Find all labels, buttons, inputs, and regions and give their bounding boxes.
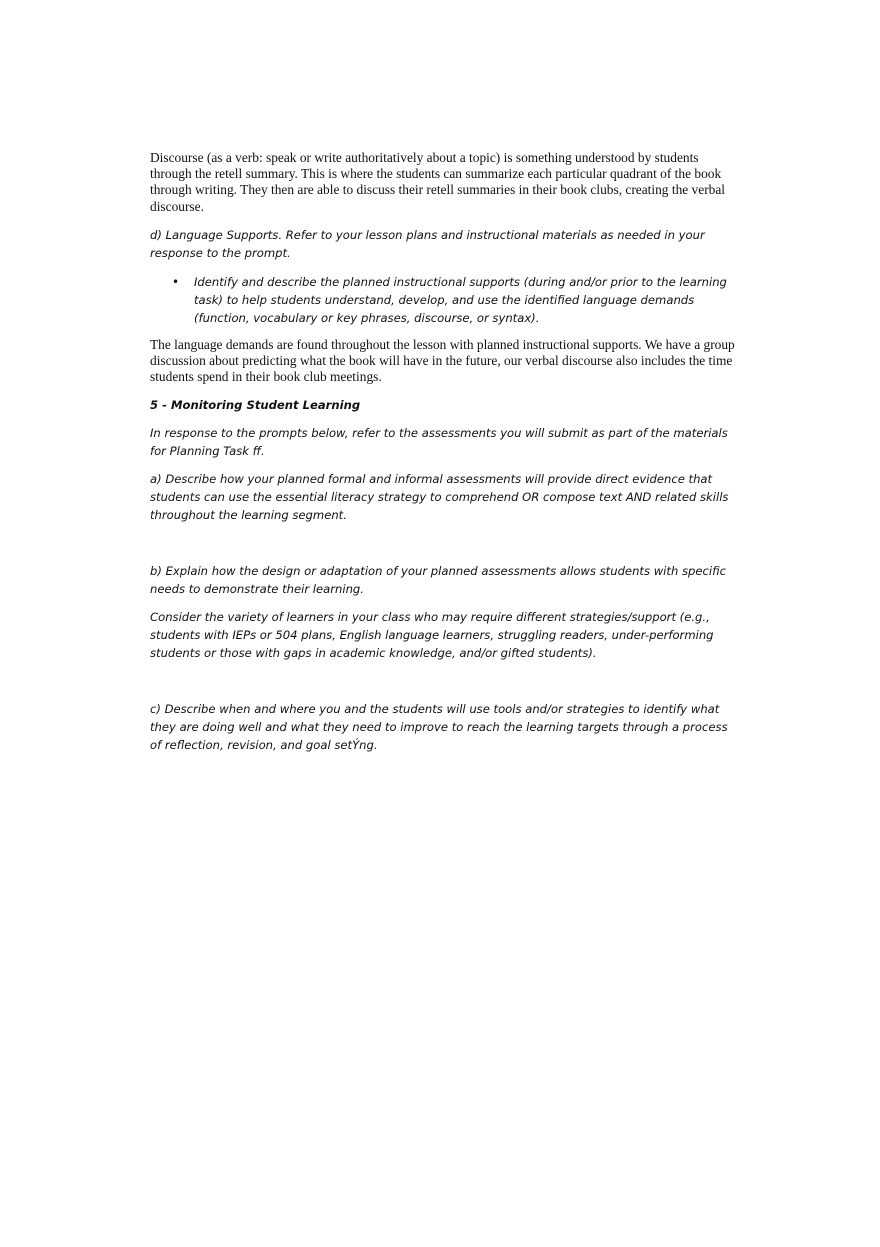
prompt-d-language-supports: d) Language Supports. Refer to your lesson plans and instructional materials as needed in your response to the prompt. [150,227,705,260]
bullet-icon: • [172,274,180,289]
paragraph-discourse: Discourse (as a verb: speak or write authoritatively about a topic) is something understood by students through the retell summary. This is where the students can summarize each particular quadrant of the book through writing. They then are able to discuss their retell summaries in their book clubs, creating the verbal discourse. [150,150,726,214]
prompt-c-tools-strategies: c) Describe when and where you and the students will use tools and/or strategies to identify what they are doing well and what they need to improve to reach the learning targets through a process of reflection, revision, and goal setÝng. [150,702,728,753]
document-body [150,150,735,754]
bullet-item [150,273,735,327]
intro-section-5: In response to the prompts below, refer to the assessments you will submit as part of the materials for Planning Task ﬀ. [150,426,728,459]
prompt-b-note-learners: Consider the variety of learners in your class who may require different strategies/support (e.g., students with IEPs or 504 plans, English language learners, struggling readers, under-performing students or those with gaps in academic knowledge, and/or gifted students). [150,610,714,661]
heading-monitoring-student-learning: 5 - Monitoring Student Learning [150,398,361,413]
prompt-a-assessments: a) Describe how your planned formal and informal assessments will provide direct evidence that students can use the essential literacy strategy to comprehend OR compose text AND related skills throughout the learning segment. [150,472,729,523]
bullet-text-instructional-supports: Identify and describe the planned instructional supports (during and/or prior to the learning task) to help students understand, develop, and use the identified language demands (function, vocabulary or key phrases, discourse, or syntax). [194,274,727,325]
prompt-b-adaptation: b) Explain how the design or adaptation of your planned assessments allows students with specific needs to demonstrate their learning. [150,564,726,597]
paragraph-language-demands: The language demands are found throughout the lesson with planned instructional supports. We have a group discussion about predicting what the book will have in the future, our verbal discourse also includes the time students spend in their book club meetings. [150,336,735,385]
